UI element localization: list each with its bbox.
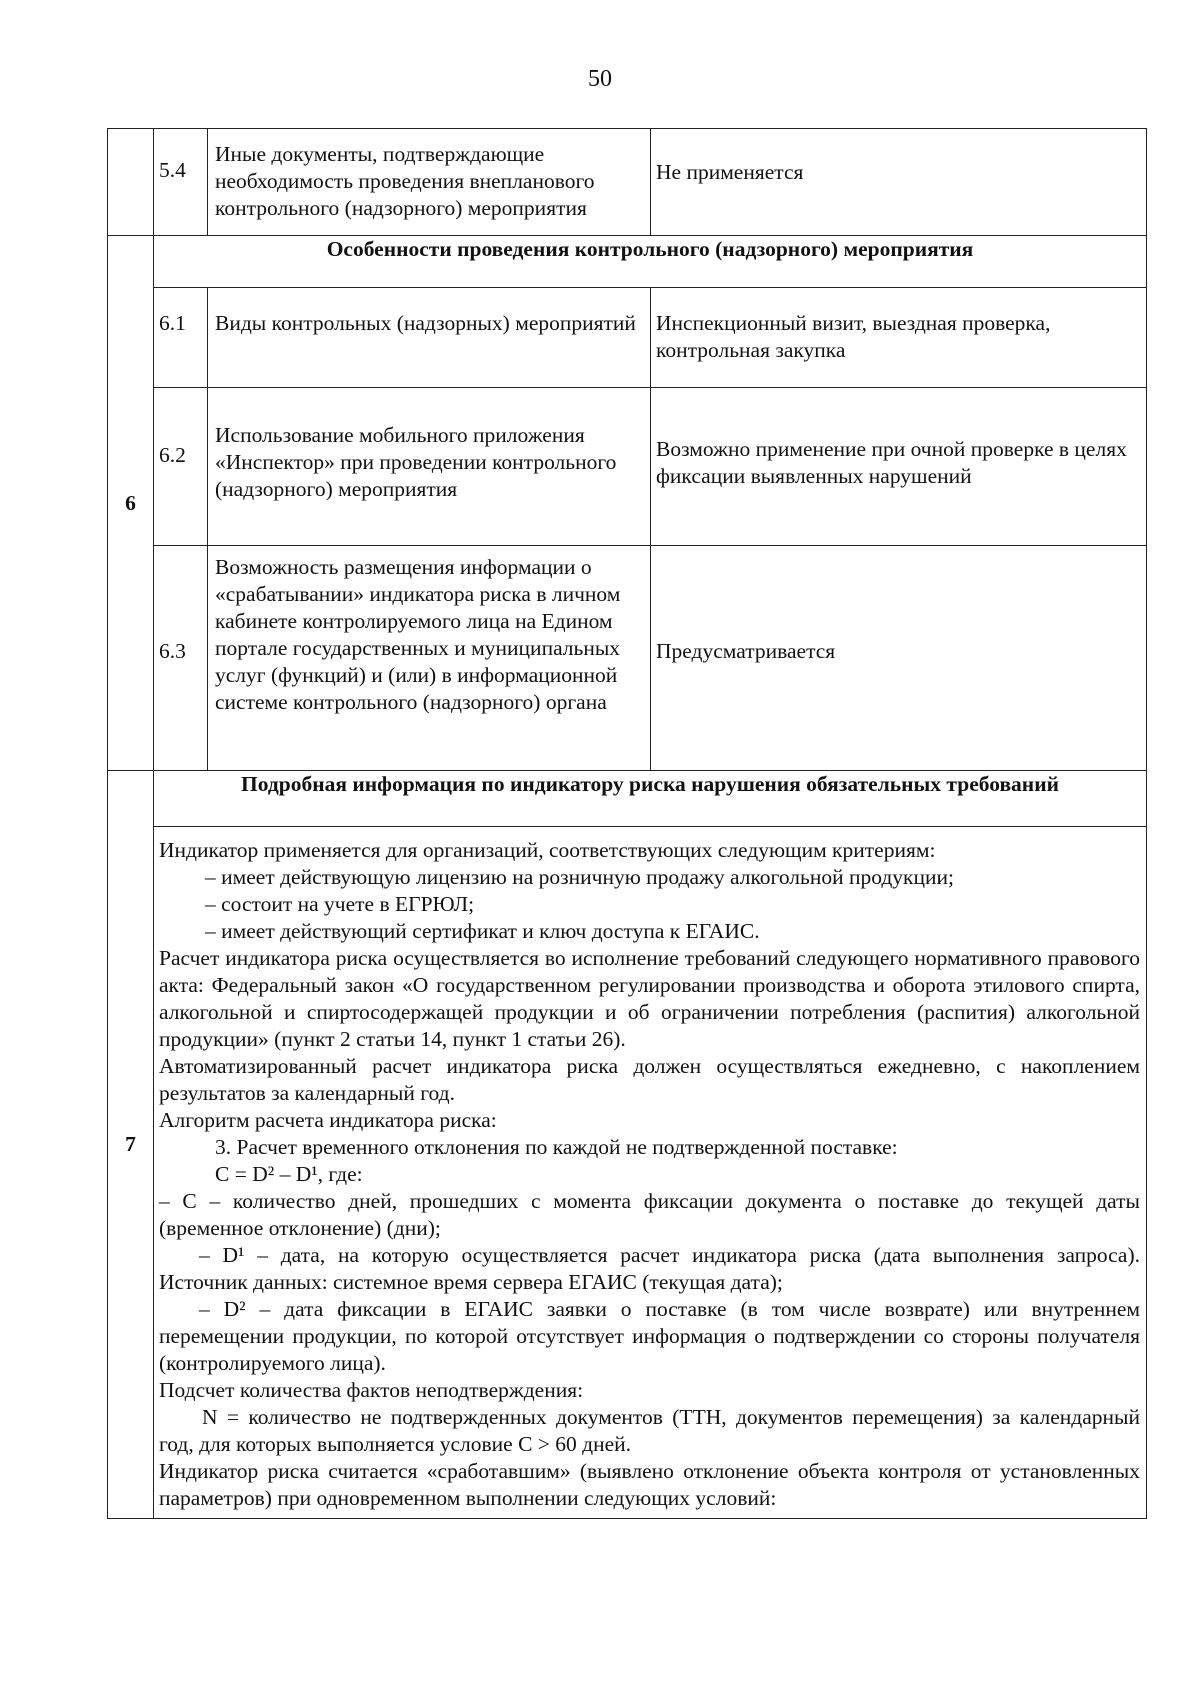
table-row-6-3 [108,546,1147,771]
count-heading: Подсчет количества фактов неподтверждения: [159,1378,584,1402]
calculation-frequency-paragraph: Автоматизированный расчет индикатора риска должен осуществляться ежедневно, с накоплением результатов за календарный год. [159,1054,1140,1105]
section-7-body-row [108,827,1147,1519]
section-number-6: 6 [108,236,154,771]
section-6-heading: Особенности проведения контрольного (надзорного) мероприятия [154,236,1147,288]
definition-d2: – D² – дата фиксации в ЕГАИС заявки о поставке (в том числе возврате) или внутреннем перемещении продукции, по которой отсутствует информация о подтверждении со стороны получателя (контролируемого лица). [159,1297,1140,1375]
table-row-6-1 [108,288,1147,388]
legal-basis-paragraph: Расчет индикатора риска осуществляется во исполнение требований следующего нормативного правового акта: Федеральный закон «О государственном регулировании производства и оборота этилового спирта, алкогольной и спиртосодержащей продукции и об ограничении потребления (распития) алкогольной продукции» (пункт 2 статьи 14, пункт 1 статьи 26). [159,946,1140,1051]
criterion-item: – имеет действующую лицензию на розничную продажу алкогольной продукции; [205,865,954,889]
table-row-5-4 [108,129,1147,236]
section-7-body [154,827,1147,1519]
row-name: Иные документы, подтверждающие необходимость проведения внепланового контрольного (надзорного) мероприятия [208,129,651,236]
row-name: Возможность размещения информации о «срабатывании» индикатора риска в личном кабинете контролируемого лица на Едином портале государственных и муниципальных услуг (функций) и (или) в информационной системе контрольного (надзорного) органа [208,546,651,771]
algorithm-heading: Алгоритм расчета индикатора риска: [159,1108,497,1132]
row-number: 6.1 [154,288,208,388]
row-name: Виды контрольных (надзорных) мероприятий [208,288,651,388]
formula: C = D² – D¹, где: [215,1162,363,1186]
section-cell-5 [108,129,154,236]
page-number: 50 [588,66,612,92]
requirements-table [107,128,1147,1519]
section-7-heading-row [108,771,1147,827]
section-6-heading-row [108,236,1147,288]
row-name: Использование мобильного приложения «Инспектор» при проведении контрольного (надзорного) мероприятия [208,388,651,546]
criterion-item: – имеет действующий сертификат и ключ доступа к ЕГАИС. [205,919,760,943]
row-number: 6.3 [154,546,208,771]
definition-d1: – D¹ – дата, на которую осуществляется расчет индикатора риска (дата выполнения запроса). Источник данных: системное время сервера ЕГАИС (текущая дата); [159,1243,1140,1294]
section-7-heading: Подробная информация по индикатору риска нарушения обязательных требований [154,771,1147,827]
criteria-intro: Индикатор применяется для организаций, соответствующих следующим критериям: [159,838,936,862]
row-value: Инспекционный визит, выездная проверка, контрольная закупка [651,288,1147,388]
definition-c: – C – количество дней, прошедших с момента фиксации документа о поставке до текущей даты (временное отклонение) (дни); [159,1189,1140,1240]
row-number: 5.4 [154,129,208,236]
row-value: Не применяется [651,129,1147,236]
trigger-conditions-paragraph: Индикатор риска считается «сработавшим» (выявлено отклонение объекта контроля от установленных параметров) при одновременном выполнении следующих условий: [159,1459,1140,1510]
table-row-6-2 [108,388,1147,546]
n-definition: N = количество не подтвержденных документов (ТТН, документов перемещения) за календарный год, для которых выполняется условие C > 60 дней. [159,1405,1140,1456]
row-value: Предусматривается [651,546,1147,771]
row-value: Возможно применение при очной проверке в целях фиксации выявленных нарушений [651,388,1147,546]
algorithm-step-3: 3. Расчет временного отклонения по каждой не подтвержденной поставке: [215,1135,898,1159]
criterion-item: – состоит на учете в ЕГРЮЛ; [205,892,475,916]
row-number: 6.2 [154,388,208,546]
section-number-7: 7 [108,771,154,1519]
